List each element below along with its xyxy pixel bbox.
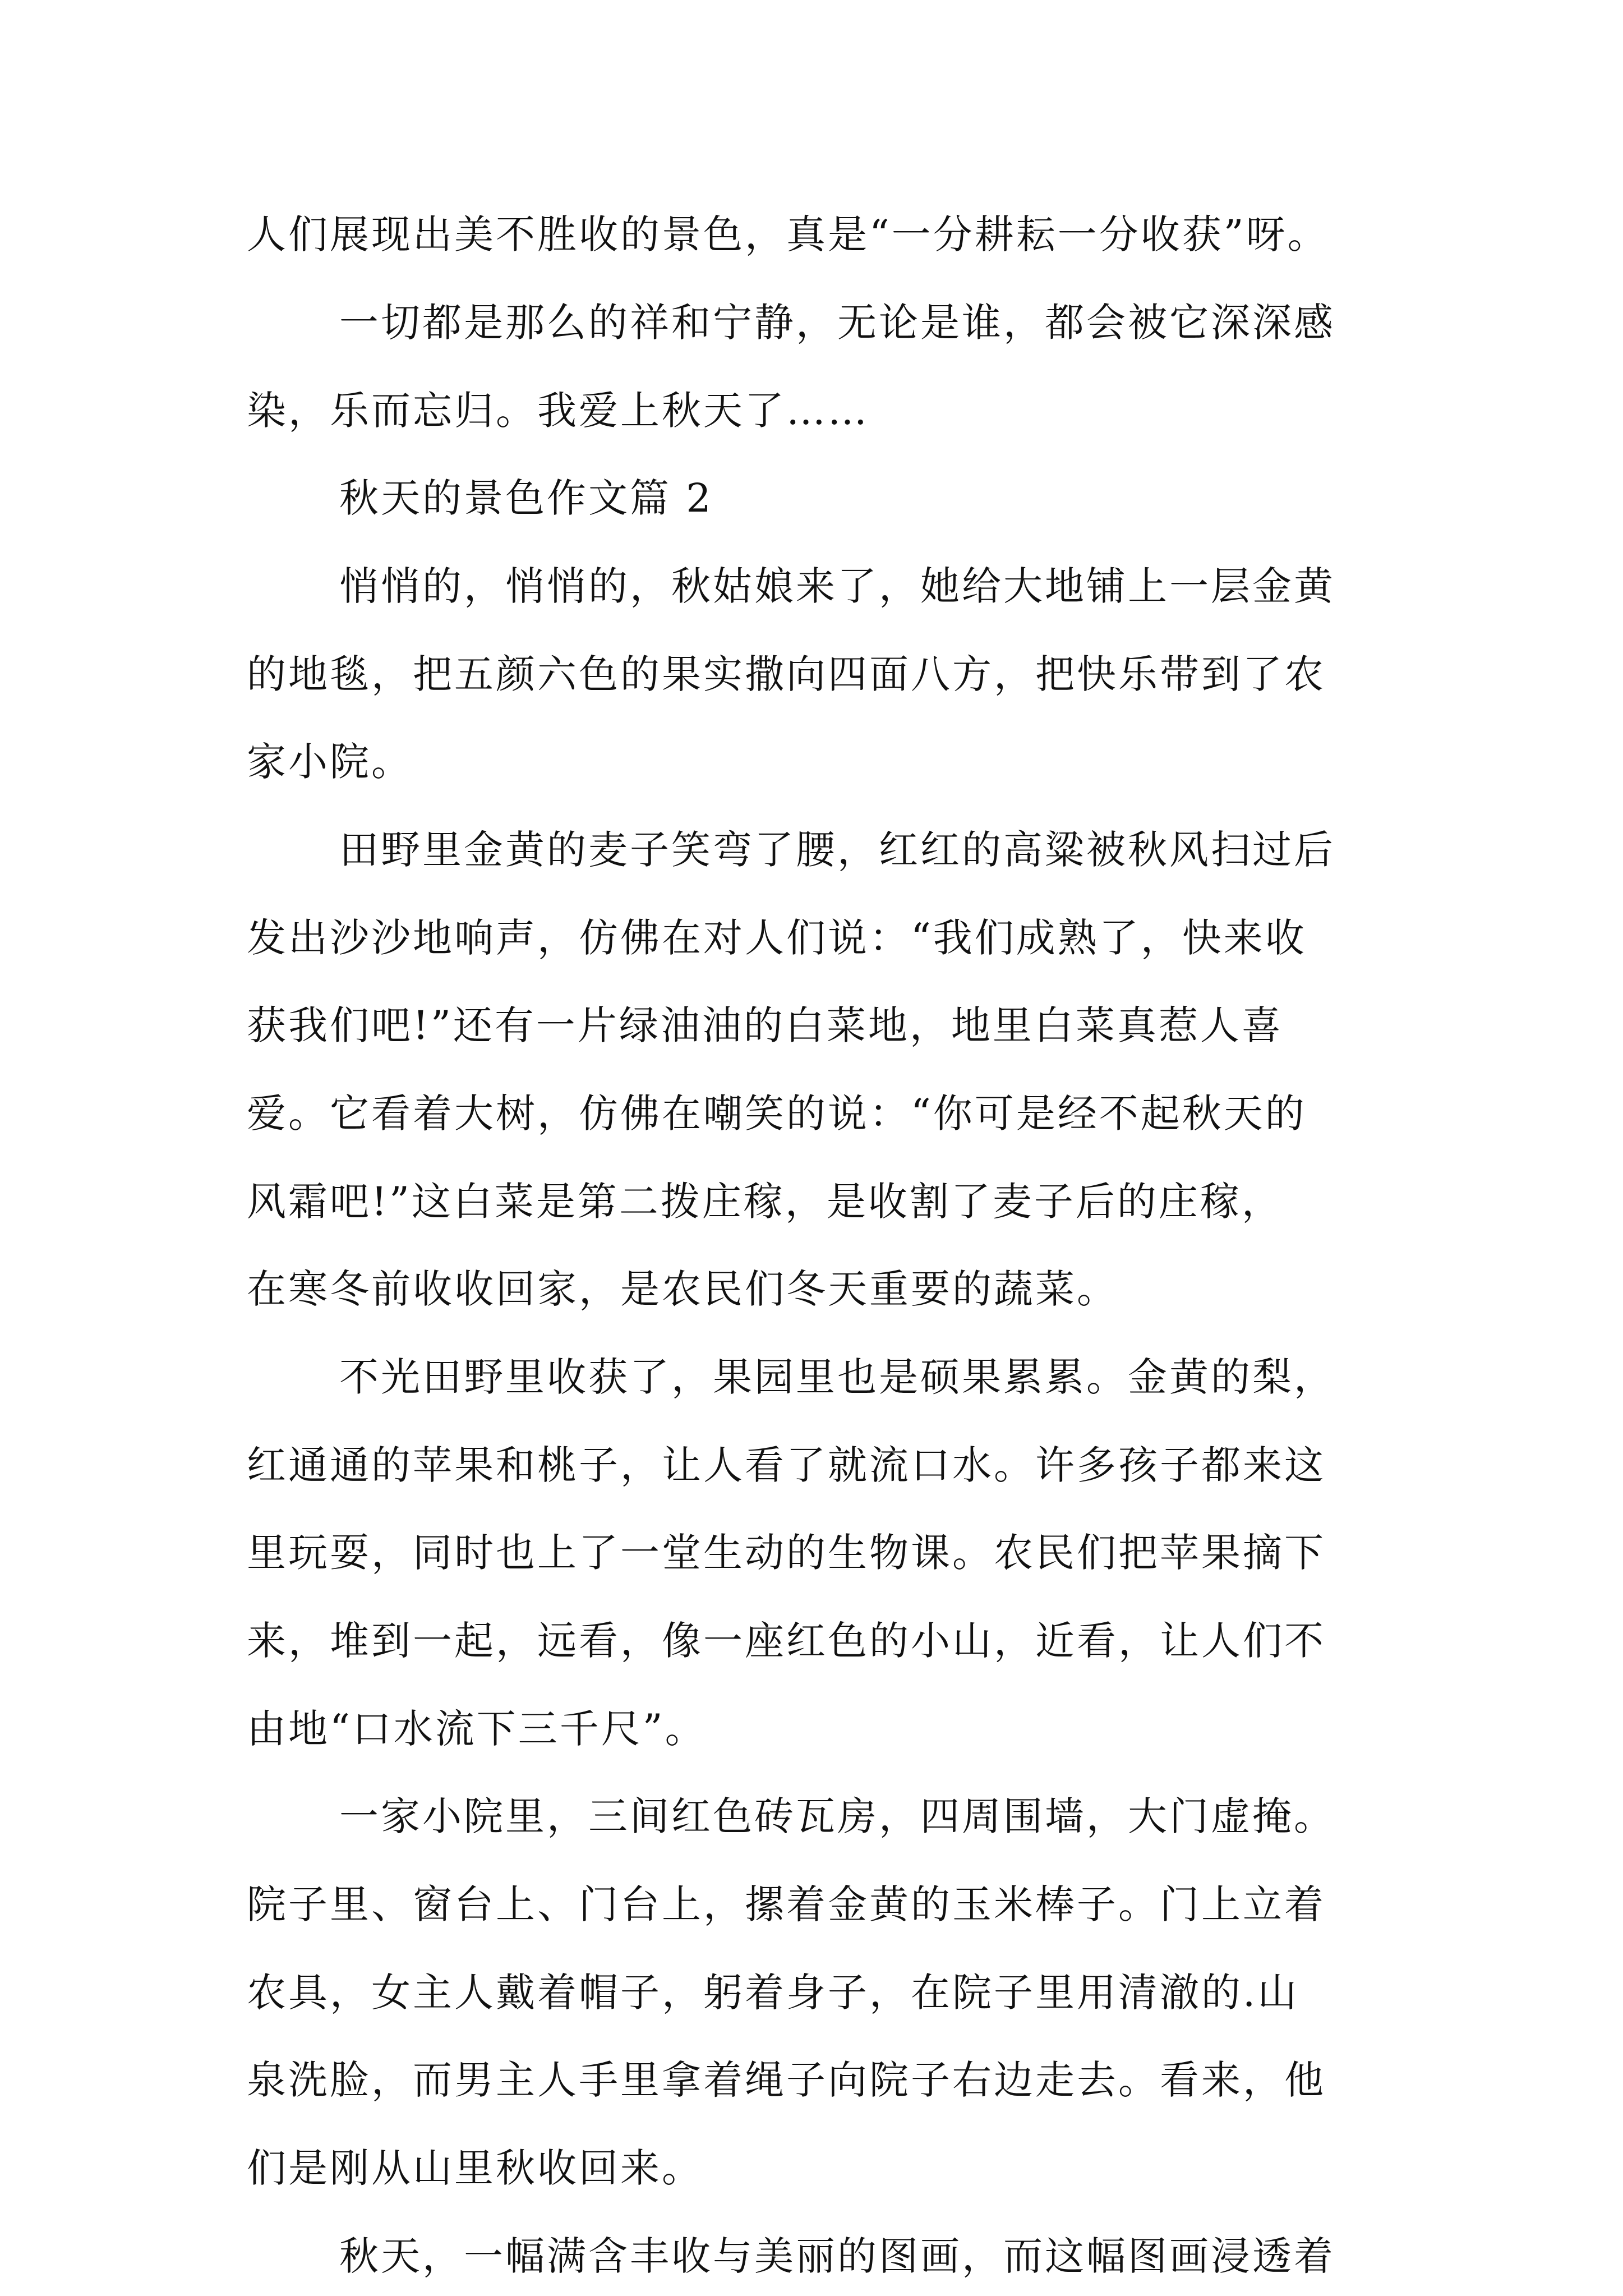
text-line: 的地毯，把五颜六色的果实撒向四面八方，把快乐带到了农 [247,651,1326,697]
text-line: 泉洗脸，而男主人手里拿着绳子向院子右边走去。看来，他 [247,2057,1326,2103]
text-line: 一家小院里，三间红色砖瓦房，四周围墙，大门虚掩。 [339,1793,1335,1839]
text-line: 悄悄的，悄悄的，秋姑娘来了，她给大地铺上一层金黄 [339,563,1335,609]
text-line: 染，乐而忘归。我爱上秋天了…… [247,388,869,434]
text-line: 秋天，一幅满含丰收与美丽的图画，而这幅图画浸透着 [339,2233,1335,2279]
text-line: 不光田野里收获了，果园里也是硕果累累。金黄的梨， [339,1354,1335,1400]
text-line: 里玩耍，同时也上了一堂生动的生物课。农民们把苹果摘下 [247,1530,1326,1576]
section-heading: 秋天的景色作文篇 2 [339,475,713,521]
text-line: 红通通的苹果和桃子，让人看了就流口水。许多孩子都来这 [247,1442,1326,1488]
text-line: 田野里金黄的麦子笑弯了腰，红红的高粱被秋风扫过后 [339,827,1335,873]
text-line: 院子里、窗台上、门台上，摞着金黄的玉米棒子。门上立着 [247,1881,1326,1927]
text-line: 在寒冬前收收回家，是农民们冬天重要的蔬菜。 [247,1266,1118,1312]
text-line: 们是刚从山里秋收回来。 [247,2145,703,2191]
text-line: 获我们吧!”还有一片绿油油的白菜地，地里白菜真惹人喜 [247,1002,1283,1048]
text-line: 一切都是那么的祥和宁静，无论是谁，都会被它深深感 [339,300,1335,346]
text-line: 来，堆到一起，远看，像一座红色的小山，近看，让人们不 [247,1618,1326,1664]
text-line: 家小院。 [247,739,413,785]
text-line: 发出沙沙地响声，仿佛在对人们说：“我们成熟了，快来收 [247,915,1307,961]
text-line: 农具，女主人戴着帽子，躬着身子，在院子里用清澈的.山 [247,1970,1299,2016]
text-line: 由地“口水流下三千尺”。 [247,1706,707,1752]
text-line: 风霜吧!”这白菜是第二拨庄稼，是收割了麦子后的庄稼， [247,1179,1283,1225]
text-line: 人们展现出美不胜收的景色，真是“一分耕耘一分收获”呀。 [247,211,1329,257]
text-line: 爱。它看着大树，仿佛在嘲笑的说：“你可是经不起秋天的 [247,1091,1307,1137]
